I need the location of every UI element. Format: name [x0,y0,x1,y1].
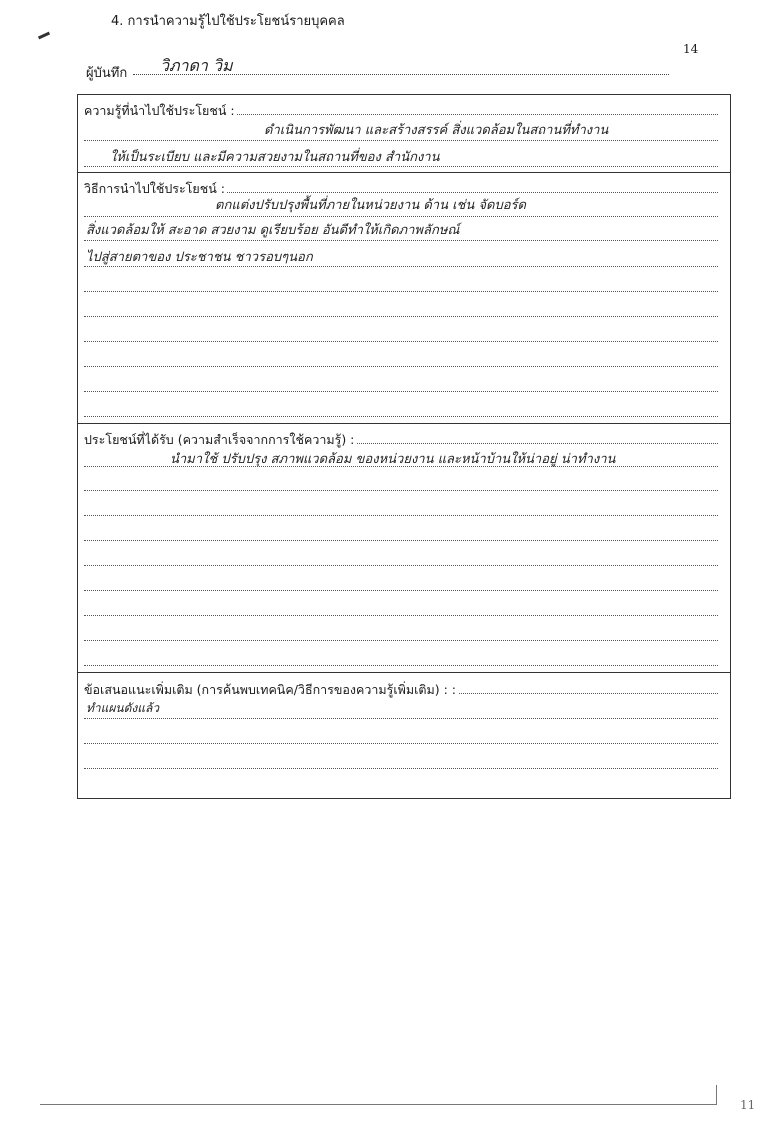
dotted-line [84,216,718,217]
dotted-line [84,743,718,744]
suggestion-label: ข้อเสนอแนะเพิ่มเติม (การค้นพบเทคนิค/วิธีการของความรู้เพิ่มเติม) : : [84,680,458,700]
dotted-line [84,391,718,392]
dotted-line [84,341,718,342]
knowledge-line-1: ดำเนินการพัฒนา และสร้างสรรค์ สิ่งแวดล้อมในสถานที่ทำงาน [264,123,609,138]
section-divider [78,672,730,673]
dotted-line [84,718,718,719]
dotted-line [84,565,718,566]
dotted-line [84,640,718,641]
recorder-signature: วิภาดา วิม [160,56,233,75]
benefit-line-1: นำมาใช้ ปรับปรุง สภาพแวดล้อม ของหน่วยงาน และหน้าบ้านให้น่าอยู่ น่าทำงาน [170,452,616,467]
benefit-label: ประโยชน์ที่ได้รับ (ความสำเร็จจากการใช้ความรู้) : [84,430,356,450]
scan-mark [38,32,50,40]
dotted-line [84,490,718,491]
knowledge-label: ความรู้ที่นำไปใช้ประโยชน์ : [84,101,237,121]
dotted-line [84,768,718,769]
method-line-3: ไปสู่สายตาของ ประชาชน ชาวรอบๆนอก [86,250,313,265]
method-label: วิธีการนำไปใช้ประโยชน์ : [84,179,227,199]
page-number-top: 14 [683,42,699,56]
section-divider [78,172,730,173]
method-line-1: ตกแต่งปรับปรุงพื้นที่ภายในหน่วยงาน ด้าน เช่น จัดบอร์ด [215,198,526,213]
recorder-label: ผู้บันทึก [86,66,128,81]
dotted-line [84,515,718,516]
page-bottom-line [40,1104,717,1105]
dotted-line [84,590,718,591]
knowledge-line-2: ให้เป็นระเบียบ และมีความสวยงามในสถานที่ของ สำนักงาน [110,150,440,165]
dotted-line [84,140,718,141]
suggestion-line-1: ทำแผนดังแล้ว [86,701,160,715]
page-corner-line [716,1085,717,1105]
page-number-bottom: 11 [740,1098,756,1112]
dotted-line [84,316,718,317]
dotted-line [84,540,718,541]
dotted-line [84,366,718,367]
dotted-line [84,665,718,666]
dotted-line [84,240,718,241]
dotted-line [84,615,718,616]
section-heading: 4. การนำความรู้ไปใช้ประโยชน์รายบุคคล [111,14,345,29]
section-divider [78,423,730,424]
method-line-2: สิ่งแวดล้อมให้ สะอาด สวยงาม ดูเรียบร้อย อันดีทำให้เกิดภาพลักษณ์ [86,223,460,238]
dotted-line [84,416,718,417]
dotted-line [84,291,718,292]
